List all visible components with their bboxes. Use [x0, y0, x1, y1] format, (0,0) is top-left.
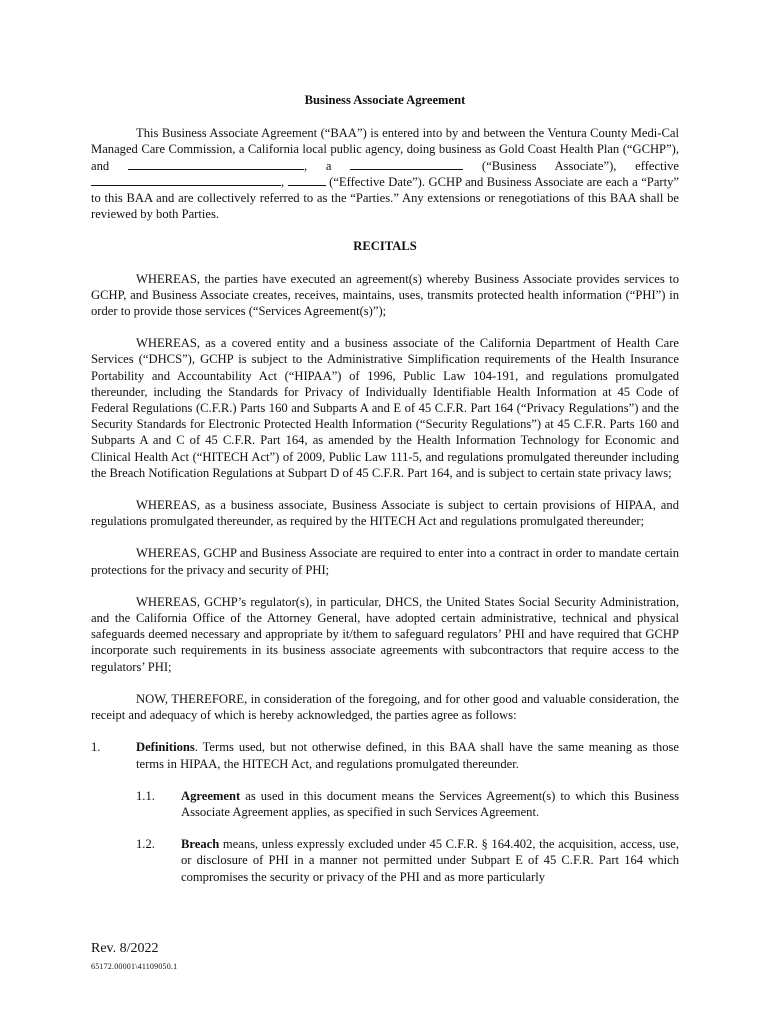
- subsection-text: as used in this document means the Services Agreement(s) to which this Business Associate Agreement applies, as specified in such Services Agreement.: [181, 788, 679, 819]
- subsection-term: Agreement: [181, 788, 241, 803]
- recital-paragraph: WHEREAS, GCHP’s regulator(s), in particular, DHCS, the United States Social Security Administration, and the California Office of the Attorney General, have adopted certain administrative, technical and physical safeguards deemed necessary and appropriate by it/them to safeguard regulators’ PHI and have required that GCHP incorporate such requirements in its business associate agreements with subcontractors that require access to the regulators’ PHI;: [91, 594, 679, 674]
- effective-date-blank[interactable]: [91, 174, 281, 186]
- intro-text-3: (“Business Associate”), effective: [481, 158, 679, 173]
- section-definitions: [91, 739, 679, 771]
- section-number: 1.: [91, 740, 101, 755]
- section-term: Definitions: [136, 740, 195, 755]
- intro-text-1: This Business Associate Agreement (“BAA”) is entered into by and between the Ventura County Medi-Cal Managed Care Commission, a California local public agency, doing business as Gold Coast Health Plan (“GCHP”), and: [91, 126, 679, 173]
- subsection-agreement: [91, 788, 679, 820]
- intro-text-4: ,: [281, 174, 285, 189]
- intro-paragraph: [91, 125, 679, 222]
- subsection-number: 1.2.: [136, 837, 155, 852]
- subsection-term: Breach: [181, 837, 220, 852]
- party-name-blank[interactable]: [128, 158, 304, 170]
- subsection-text: means, unless expressly excluded under 45 C.F.R. § 164.402, the acquisition, access, use, or disclosure of PHI in a manner not permitted under Subpart E of 45 C.F.R. Part 164 which compromises the security or privacy of the PHI and as more particularly: [181, 837, 679, 884]
- effective-year-blank[interactable]: [288, 174, 326, 186]
- entity-type-blank[interactable]: [350, 158, 463, 170]
- recitals-heading: RECITALS: [353, 239, 417, 254]
- document-id: 65172.00001\41109050.1: [91, 962, 178, 971]
- revision-label: Rev. 8/2022: [91, 941, 159, 956]
- document-title: Business Associate Agreement: [304, 93, 466, 107]
- recital-paragraph: WHEREAS, as a covered entity and a business associate of the California Department of Health Care Services (“DHCS”), GCHP is subject to the Administrative Simplification requirements of the Health Insurance Portability and Accountability Act (“HIPAA”) of 1996, Public Law 104-191, and regulations promulgated thereunder, including the Standards for Privacy of Individually Identifiable Health Information at 45 Code of Federal Regulations (C.F.R.) Parts 160 and Subparts A and E of 45 C.F.R. Part 164 (“Privacy Regulations”) and the Security Standards for Electronic Protected Health Information (“Security Regulations”) at 45 C.F.R. Parts 160 and Subparts A and C of 45 C.F.R. Part 164, as amended by the Health Information Technology for Economic and Clinical Health Act (“HITECH Act”) of 2009, Public Law 111-5, and regulations promulgated thereunder including the Breach Notification Regulations at Subpart D of 45 C.F.R. Part 164, and is subject to certain state privacy laws;: [91, 336, 679, 480]
- subsection-breach: [91, 836, 679, 885]
- section-text: . Terms used, but not otherwise defined, in this BAA shall have the same meaning as those terms in HIPAA, the HITECH Act, and regulations promulgated thereunder.: [136, 740, 679, 771]
- intro-text-2: , a: [303, 158, 332, 173]
- subsection-number: 1.1.: [136, 788, 155, 803]
- recital-paragraph: WHEREAS, as a business associate, Business Associate is subject to certain provisions of HIPAA, and regulations promulgated thereunder, as required by the HITECH Act and regulations promulgated thereunder;: [91, 498, 679, 529]
- recital-paragraph: WHEREAS, GCHP and Business Associate are required to enter into a contract in order to mandate certain protections for the privacy and security of PHI;: [91, 546, 679, 577]
- intro-text-5: (“Effective Date”). GCHP and Business Associate are each a “Party” to this BAA and are collectively referred to as the “Parties.” Any extensions or renegotiations of this BAA shall be reviewed by both Parties.: [91, 174, 679, 222]
- recital-paragraph: WHEREAS, the parties have executed an agreement(s) whereby Business Associate provides services to GCHP, and Business Associate creates, receives, maintains, uses, transmits protected health information (“PHI”) in order to provide those services (“Services Agreement(s)”);: [91, 271, 679, 319]
- now-therefore-paragraph: NOW, THEREFORE, in consideration of the foregoing, and for other good and valuable consideration, the receipt and adequacy of which is hereby acknowledged, the parties agree as follows:: [91, 691, 679, 723]
- document-body: [91, 92, 679, 901]
